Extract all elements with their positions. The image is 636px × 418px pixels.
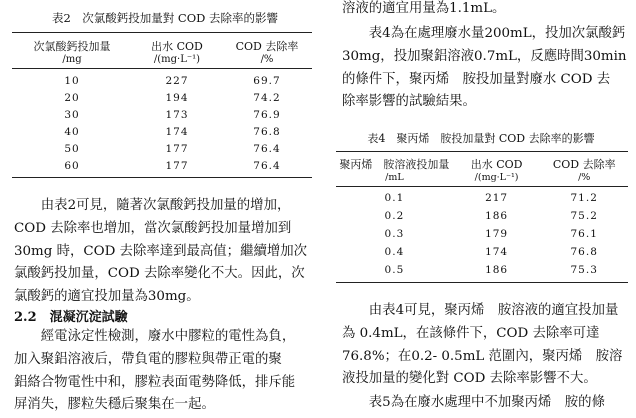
paragraph-table4-discussion: [342, 300, 632, 391]
text-line: 經電泳定性檢測，廢水中膠粒的電性為負，: [40, 329, 296, 344]
table2-header: 出水 COD: [132, 33, 222, 55]
table-row: [12, 157, 312, 178]
table-cell: 10: [64, 74, 80, 87]
table-cell: 76.9: [253, 108, 281, 121]
text-line: 溶液的適宜用量為1.1mL。: [342, 1, 506, 16]
table-cell: 76.1: [570, 228, 598, 240]
paragraph-coagulation: [14, 326, 310, 417]
text-line: 30mg，投加聚鋁溶液0.7mL，反應時間30min: [342, 48, 627, 64]
text-line: 由表4可見，聚丙烯 胺溶液的適宜投加量: [368, 303, 619, 318]
text-line: 由表2可見，隨著次氯酸鈣投加量的增加，: [40, 198, 291, 213]
paragraph-continuation: [342, 0, 632, 21]
table-cell: 186: [485, 210, 509, 222]
table4: [336, 151, 628, 283]
table-cell: 40: [64, 125, 80, 138]
table-cell: 0.2: [384, 210, 405, 222]
table-cell: 50: [64, 142, 80, 155]
section-heading: 2.2 混凝沉淀試驗: [14, 310, 128, 325]
table4-caption: 表4 聚丙烯 胺投加量對 COD 去除率的影響: [367, 132, 595, 145]
text-line: 表4為在處理廢水量200mL，投加次氯酸鈣: [368, 26, 626, 41]
table2-header: COD 去除率: [222, 33, 312, 55]
paragraph-table5-intro: [342, 392, 632, 415]
table4-unit: /%: [540, 172, 628, 187]
table-row: [336, 187, 628, 208]
table-row: [12, 123, 312, 140]
table-cell: 76.4: [222, 157, 312, 178]
text-line: 鋁絡合物電性中和，膠粒表面電勢降低，排斥能: [14, 374, 296, 390]
table-cell: 75.2: [570, 210, 598, 222]
table-row: [12, 89, 312, 106]
table-cell: 177: [165, 142, 189, 155]
text-line: 除率影響的試驗結果。: [342, 94, 476, 110]
table-row: [12, 106, 312, 123]
text-line: 加入聚鋁溶液后，帶負電的膠粒與帶正電的聚: [14, 351, 282, 367]
text-line: 表5為在廢水處理中不加聚丙烯 胺的條: [368, 395, 605, 410]
text-line: COD 去除率也增加，當次氯酸鈣投加量增加到: [14, 220, 292, 236]
text-line: 液投加量的變化對 COD 去除率影響不大。: [342, 371, 597, 387]
paragraph-table2-discussion: [14, 195, 310, 309]
table4-header: 聚丙烯 胺溶液投加量: [336, 152, 453, 173]
table-cell: 0.3: [384, 228, 405, 240]
table-cell: 20: [64, 91, 80, 104]
text-line: 為 0.4mL，在該條件下，COD 去除率可達: [342, 325, 600, 341]
table-row: [336, 225, 628, 243]
table-cell: 0.1: [384, 192, 405, 204]
text-line: 的條件下，聚丙烯 胺投加量對廢水 COD 去: [342, 71, 611, 87]
table-row: [12, 69, 312, 90]
table2-unit: /(mg·L⁻¹): [132, 54, 222, 69]
table-cell: 194: [165, 91, 189, 104]
table-cell: 71.2: [570, 192, 598, 204]
table2-unit: /%: [222, 54, 312, 69]
text-line: 氯酸鈣的適宜投加量為30mg。: [14, 289, 200, 305]
table-row: [336, 207, 628, 225]
table-cell: 76.8: [253, 125, 281, 138]
table4-unit: /(mg·L⁻¹): [453, 172, 541, 187]
table-cell: 177: [132, 157, 222, 178]
table4-header: COD 去除率: [540, 152, 628, 173]
table-cell: 69.7: [253, 74, 281, 87]
table-row: [12, 140, 312, 157]
table-cell: 186: [453, 261, 541, 283]
text-line: 30mg 時，COD 去除率達到最高值；繼續增加次: [14, 243, 308, 259]
table4-unit: /mL: [336, 172, 453, 187]
table-cell: 76.4: [253, 142, 281, 155]
table-cell: 0.5: [336, 261, 453, 283]
text-line: 氯酸鈣投加量，COD 去除率變化不大。因此，次: [14, 266, 305, 282]
table-cell: 173: [165, 108, 189, 121]
table-cell: 30: [64, 108, 80, 121]
table-row: [336, 261, 628, 283]
table2-caption: 表2 次氯酸鈣投加量對 COD 去除率的影響: [51, 11, 279, 25]
table-cell: 179: [485, 228, 509, 240]
table2-header: 次氯酸鈣投加量: [12, 33, 132, 55]
table-cell: 227: [165, 74, 189, 87]
text-line: 屏消失，膠粒失穩后聚集在一起。: [14, 397, 215, 413]
table-cell: 174: [165, 125, 189, 138]
table-cell: 74.2: [253, 91, 281, 104]
table-cell: 0.4: [384, 246, 405, 258]
table2: [12, 32, 312, 178]
table2-unit: /mg: [12, 54, 132, 69]
table-row: [336, 243, 628, 261]
paragraph-table4-intro: [342, 23, 632, 114]
table4-header: 出水 COD: [453, 152, 541, 173]
table-cell: 60: [12, 157, 132, 178]
table-cell: 75.3: [540, 261, 628, 283]
table-cell: 174: [485, 246, 509, 258]
table-cell: 76.8: [570, 246, 598, 258]
table-cell: 217: [485, 192, 509, 204]
text-line: 76.8%；在0.2- 0.5mL 范圍內，聚丙烯 胺溶: [342, 348, 623, 364]
